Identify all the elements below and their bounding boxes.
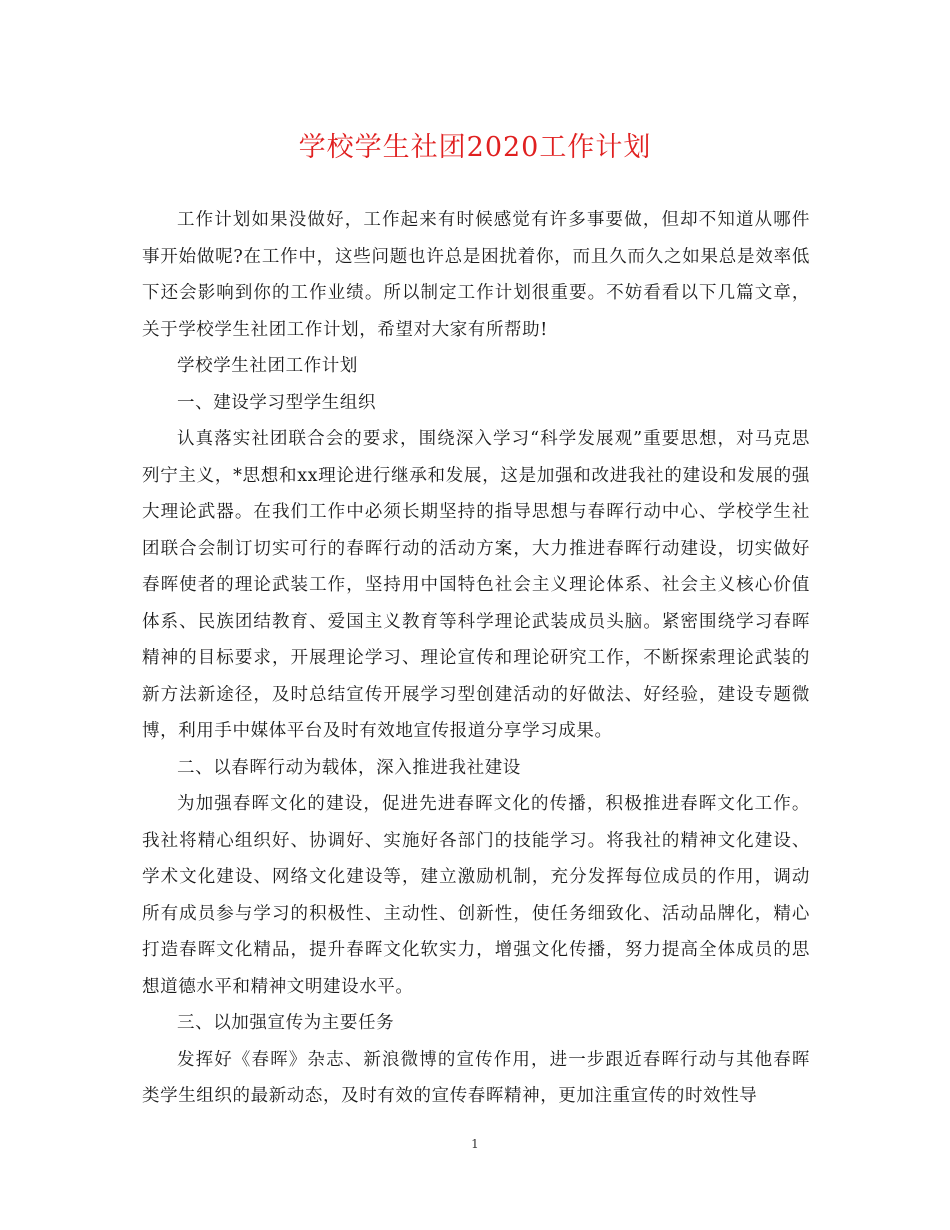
section-1-paragraph: 认真落实社团联合会的要求，围绕深入学习“科学发展观”重要思想，对马克思列宁主义，*思想和xx理论进行继承和发展，这是加强和改进我社的建设和发展的强大理论武器。在我们工作中必须长期坚持的指导思想与春晖行动中心、学校学生社团联合会制订切实可行的春晖行动的活动方案，大力推进春晖行动建设，切实做好春晖使者的理论武装工作，坚持用中国特色社会主义理论体系、社会主义核心价值体系、民族团结教育、爱国主义教育等科学理论武装成员头脑。紧密围绕学习春晖精神的目标要求，开展理论学习、理论宣传和理论研究工作，不断探索理论武装的新方法新途径，及时总结宣传开展学习型创建活动的好做法、好经验，建设专题微博，利用手中媒体平台及时有效地宣传报道分享学习成果。 [142, 429, 810, 741]
section-heading-1: 一、建设学习型学生组织 [177, 392, 377, 413]
document-body [142, 202, 810, 1115]
section-heading-2: 二、以春晖行动为载体，深入推进我社建设 [177, 757, 521, 778]
subtitle-paragraph: 学校学生社团工作计划 [177, 356, 358, 376]
document-title: 学校学生社团2020工作计划 [298, 132, 652, 163]
section-heading-3: 三、以加强宣传为主要任务 [177, 1013, 395, 1033]
section-2-paragraph: 为加强春晖文化的建设，促进先进春晖文化的传播，积极推进春晖文化工作。我社将精心组织好、协调好、实施好各部门的技能学习。将我社的精神文化建设、学术文化建设、网络文化建设等，建立激励机制，充分发挥每位成员的作用，调动所有成员参与学习的积极性、主动性、创新性，使任务细致化、活动品牌化，精心打造春晖文化精品，提升春晖文化软实力，增强文化传播，努力提高全体成员的思想道德水平和精神文明建设水平。 [142, 794, 810, 997]
page-number: 1 [471, 1137, 479, 1151]
section-3-paragraph: 发挥好《春晖》杂志、新浪微博的宣传作用，进一步跟近春晖行动与其他春晖类学生组织的最新动态，及时有效的宣传春晖精神，更加注重宣传的时效性导 [142, 1049, 810, 1106]
intro-paragraph: 工作计划如果没做好，工作起来有时候感觉有许多事要做，但却不知道从哪件事开始做呢?在工作中，这些问题也许总是困扰着你，而且久而久之如果总是效率低下还会影响到你的工作业绩。所以制定工作计划很重要。不妨看看以下几篇文章，关于学校学生社团工作计划，希望对大家有所帮助! [142, 210, 810, 340]
